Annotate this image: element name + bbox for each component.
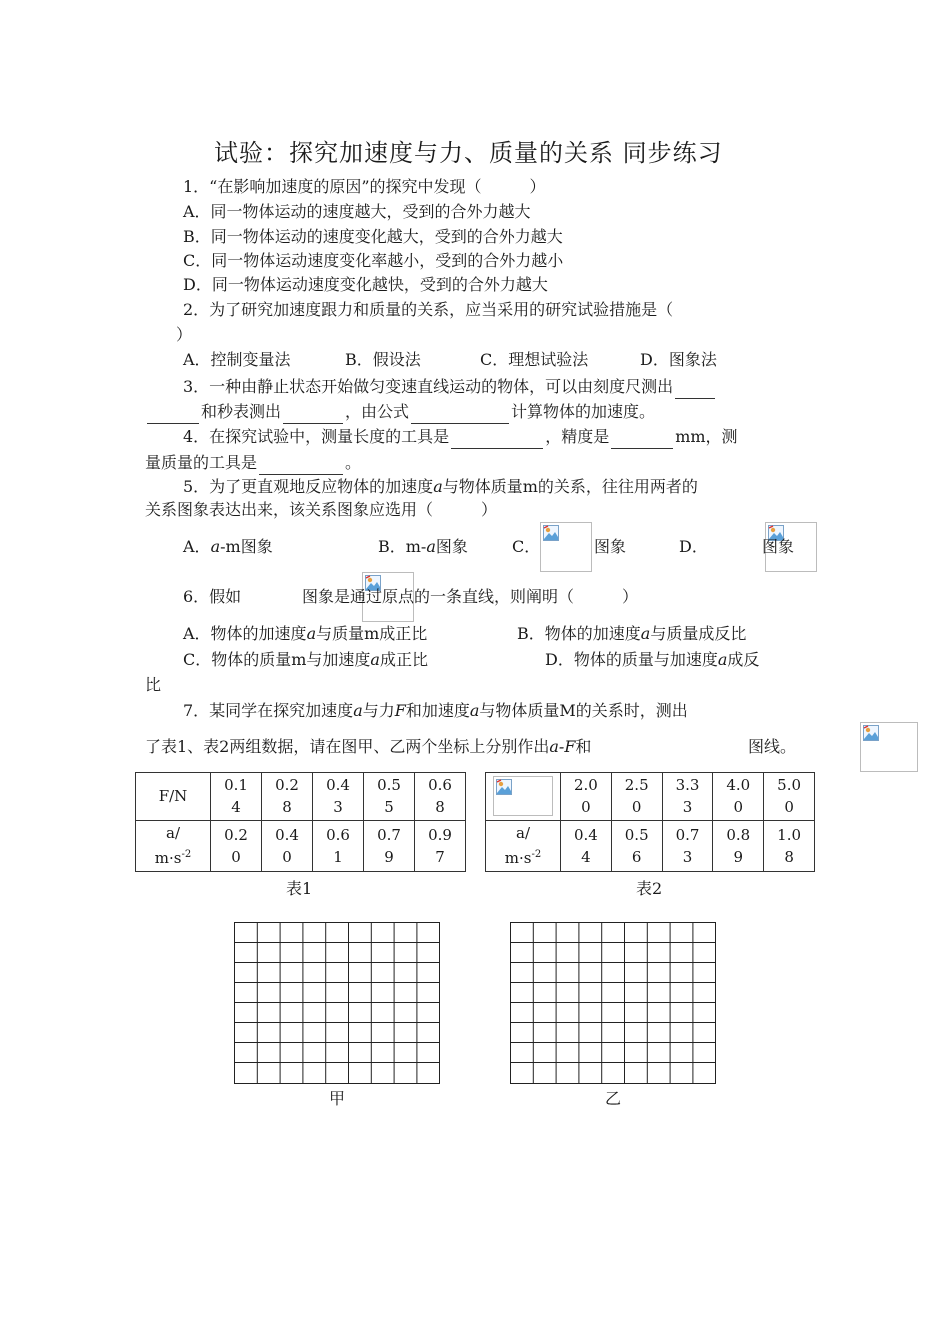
table-cell bbox=[713, 820, 764, 871]
q4-line2 bbox=[145, 451, 361, 475]
q7-symbol-F: F bbox=[394, 701, 406, 720]
q2-option-c: C．理想试验法 bbox=[480, 350, 589, 369]
table-cell bbox=[764, 820, 815, 871]
broken-image-icon bbox=[493, 776, 553, 816]
q6-c-text-2: 成正比 bbox=[379, 650, 428, 669]
q6-d-symbol: a bbox=[717, 650, 728, 669]
q6-a-text-2: 与质量m成正比 bbox=[316, 624, 428, 643]
q7-text-3: 和加速度 bbox=[405, 701, 470, 720]
cell-line: 8 bbox=[784, 847, 794, 866]
cell-line: 0 bbox=[231, 847, 241, 866]
q6-option-b bbox=[517, 622, 746, 646]
q7-text-5: 了表1、表2两组数据，请在图甲、乙两个坐标上分别作出 bbox=[145, 737, 550, 756]
cell-line: 1.0 bbox=[777, 825, 802, 844]
q5-option-c-label: C． bbox=[512, 537, 541, 556]
q5-line2: 关系图象表达出来，该关系图象应选用（ ） bbox=[145, 500, 498, 519]
q3-text-4: 计算物体的加速度。 bbox=[511, 402, 656, 421]
cell-line: 0.8 bbox=[726, 825, 751, 844]
cell-line: 3 bbox=[682, 798, 693, 817]
q4-blank-length-tool[interactable] bbox=[451, 430, 543, 449]
cell-line: 2.5 bbox=[624, 776, 649, 795]
table1-row-label bbox=[136, 820, 211, 871]
q6-b-symbol: a bbox=[640, 624, 651, 643]
q3-blank-stopwatch[interactable] bbox=[283, 405, 343, 424]
cell-exponent: -2 bbox=[531, 849, 542, 861]
table-cell bbox=[415, 820, 466, 871]
q7-symbol-a1: a bbox=[353, 701, 363, 720]
q3-text-1: 3．一种由静止状态开始做匀变速直线运动的物体，可以由刻度尺测出 bbox=[183, 377, 674, 396]
cell-line: 0.5 bbox=[624, 825, 649, 844]
q3-blank-formula[interactable] bbox=[411, 405, 509, 424]
q5-text-2: 与物体质量m的关系，往往用两者的 bbox=[442, 477, 698, 496]
table-cell bbox=[262, 820, 313, 871]
q3-line1 bbox=[183, 375, 717, 399]
q1-option-d: D．同一物体运动速度变化越快，受到的合外力越大 bbox=[183, 275, 548, 294]
cell-line: 0.4 bbox=[573, 825, 598, 844]
table2-header bbox=[486, 773, 561, 821]
cell-line: 8 bbox=[282, 798, 292, 817]
table1-caption: 表1 bbox=[286, 879, 313, 898]
coordinate-grid-right[interactable] bbox=[510, 922, 716, 1084]
table-row bbox=[136, 820, 466, 871]
q6-a-text-1: A．物体的加速度 bbox=[183, 624, 307, 643]
cell-line: 3 bbox=[682, 847, 693, 866]
q5-option-d-suffix: 图象 bbox=[762, 537, 795, 556]
q7-text-1: 7．某同学在探究加速度 bbox=[183, 701, 354, 720]
q6-b-text-2: 与质量成反比 bbox=[650, 624, 747, 643]
q1-option-b: B．同一物体运动的速度变化越大，受到的合外力越大 bbox=[183, 227, 563, 246]
q4-blank-precision[interactable] bbox=[611, 430, 673, 449]
q7-text-4: 与物体质量M的关系时，测出 bbox=[479, 701, 688, 720]
q6-option-d bbox=[545, 648, 759, 672]
table2-caption: 表2 bbox=[636, 879, 663, 898]
q4-text-2: ，精度是 bbox=[545, 427, 610, 446]
q5-option-c-suffix: 图象 bbox=[594, 537, 627, 556]
grid-lines bbox=[510, 922, 716, 1084]
cell-line: 7 bbox=[435, 847, 445, 866]
q6-b-text-1: B．物体的加速度 bbox=[517, 624, 641, 643]
q1-option-a: A．同一物体运动的速度越大，受到的合外力越大 bbox=[183, 202, 531, 221]
cell-line: 3.3 bbox=[675, 776, 700, 795]
table-cell bbox=[611, 773, 662, 821]
q5-symbol-a: a bbox=[433, 477, 443, 496]
q6-prefix: 6．假如 bbox=[183, 587, 242, 606]
q5-option-b bbox=[378, 535, 468, 559]
cell-line: 0 bbox=[733, 798, 744, 817]
cell-line: 0.6 bbox=[326, 825, 350, 844]
cell-line: 9 bbox=[733, 847, 744, 866]
q5-b-suffix: 图象 bbox=[435, 537, 468, 556]
cell-line: 0.5 bbox=[377, 776, 401, 795]
cell-line: 0.7 bbox=[675, 825, 700, 844]
grid-left-caption: 甲 bbox=[329, 1089, 346, 1108]
cell-line: 6 bbox=[631, 847, 642, 866]
q5-b-symbol: a bbox=[426, 537, 436, 556]
q5-line1 bbox=[183, 475, 698, 499]
q3-blank-ruler[interactable] bbox=[675, 380, 715, 399]
q6-option-a bbox=[183, 622, 427, 646]
q7-text-2: 与力 bbox=[362, 701, 395, 720]
cell-line: 0 bbox=[581, 798, 591, 817]
q5-a-label: A． bbox=[183, 537, 211, 556]
table-cell bbox=[561, 820, 612, 871]
q6-d-text-2: 成反 bbox=[727, 650, 760, 669]
table-row bbox=[136, 773, 466, 821]
table-cell bbox=[364, 820, 415, 871]
q2-option-d: D．图象法 bbox=[640, 350, 717, 369]
table-cell bbox=[415, 773, 466, 821]
q6-suffix: 图象是通过原点的一条直线，则阐明（ ） bbox=[302, 587, 639, 606]
q2-stem-close: ） bbox=[176, 325, 193, 344]
q1-option-c: C．同一物体运动速度变化率越小，受到的合外力越小 bbox=[183, 251, 564, 270]
table-row bbox=[486, 773, 815, 821]
q6-c-text-1: C．物体的质量m与加速度 bbox=[183, 650, 371, 669]
cell-line: 0.4 bbox=[275, 825, 299, 844]
coordinate-grid-left[interactable] bbox=[234, 922, 440, 1084]
q4-text-5: 。 bbox=[345, 453, 362, 472]
q5-b-text: B．m- bbox=[378, 537, 427, 556]
cell-line: 5 bbox=[384, 798, 394, 817]
q7-symbol-aF: a-F bbox=[549, 737, 576, 756]
q7-text-7: 图线。 bbox=[748, 737, 797, 756]
q2-option-a: A．控制变量法 bbox=[183, 350, 291, 369]
table-cell bbox=[561, 773, 612, 821]
cell-line: 5.0 bbox=[777, 776, 802, 795]
cell-line: a/ bbox=[516, 824, 530, 843]
table-cell bbox=[764, 773, 815, 821]
q5-option-a bbox=[183, 535, 273, 559]
q7-line2-a bbox=[145, 735, 591, 759]
cell-line: 0.9 bbox=[428, 825, 452, 844]
cell-line: 2.0 bbox=[573, 776, 598, 795]
table-cell bbox=[313, 773, 364, 821]
page-title: 试验：探究加速度与力、质量的关系 同步练习 bbox=[214, 139, 723, 167]
cell-line: 0.2 bbox=[224, 825, 248, 844]
q4-blank-mass-tool[interactable] bbox=[259, 456, 343, 475]
image-placeholder-icon bbox=[543, 525, 559, 541]
q5-a-text: -m图象 bbox=[220, 537, 273, 556]
table-cell bbox=[313, 820, 364, 871]
q3-blank-ruler-cont[interactable] bbox=[147, 405, 199, 424]
cell-line: 8 bbox=[435, 798, 445, 817]
q6-option-d-wrap: 比 bbox=[145, 675, 162, 694]
table-cell bbox=[211, 773, 262, 821]
q7-line1 bbox=[183, 699, 688, 723]
data-table-2 bbox=[485, 772, 815, 872]
q7-symbol-a2: a bbox=[469, 701, 480, 720]
q1-stem: 1．“在影响加速度的原因”的探究中发现（ ） bbox=[183, 177, 546, 196]
q5-a-symbol: a bbox=[210, 537, 221, 556]
table-cell bbox=[662, 820, 713, 871]
cell-line: 0 bbox=[784, 798, 794, 817]
cell-line: a/ bbox=[166, 824, 180, 843]
cell-line: 0.1 bbox=[224, 776, 248, 795]
image-placeholder-icon bbox=[863, 725, 879, 741]
table-cell bbox=[262, 773, 313, 821]
broken-image-icon bbox=[860, 722, 918, 772]
image-placeholder-icon bbox=[496, 779, 512, 795]
data-table-1 bbox=[135, 772, 466, 872]
cell-line: 4 bbox=[231, 798, 241, 817]
table2-row-label bbox=[486, 820, 561, 871]
q3-text-2: 和秒表测出 bbox=[201, 402, 282, 421]
cell-line: 4 bbox=[581, 847, 591, 866]
q3-line2 bbox=[145, 400, 655, 424]
q5-text-1: 5．为了更直观地反应物体的加速度 bbox=[183, 477, 434, 496]
cell-line: 4.0 bbox=[726, 776, 751, 795]
cell-line: 0.6 bbox=[428, 776, 452, 795]
cell-exponent: -2 bbox=[181, 849, 192, 861]
q6-option-c bbox=[183, 648, 428, 672]
q6-c-symbol: a bbox=[370, 650, 380, 669]
table-cell bbox=[364, 773, 415, 821]
cell-line: 3 bbox=[333, 798, 343, 817]
q4-text-4: 量质量的工具是 bbox=[145, 453, 258, 472]
cell-line: 0.7 bbox=[377, 825, 401, 844]
table1-header: F/N bbox=[136, 773, 211, 821]
cell-line: m·s bbox=[154, 849, 182, 868]
cell-line: 0 bbox=[631, 798, 642, 817]
q4-text-3: mm，测 bbox=[675, 427, 738, 446]
q2-option-b: B．假设法 bbox=[345, 350, 421, 369]
table-cell bbox=[611, 820, 662, 871]
table-cell bbox=[211, 820, 262, 871]
cell-line: 0.4 bbox=[326, 776, 350, 795]
q3-text-3: ，由公式 bbox=[345, 402, 410, 421]
cell-line: m·s bbox=[504, 849, 532, 868]
grid-lines bbox=[234, 922, 440, 1084]
q5-option-d-label: D． bbox=[679, 537, 708, 556]
cell-line: 0.2 bbox=[275, 776, 299, 795]
q6-d-text-1: D．物体的质量与加速度 bbox=[545, 650, 718, 669]
q4-line1 bbox=[183, 425, 738, 449]
cell-line: 9 bbox=[384, 847, 394, 866]
table-cell bbox=[713, 773, 764, 821]
q4-text-1: 4．在探究试验中，测量长度的工具是 bbox=[183, 427, 450, 446]
broken-image-icon bbox=[540, 522, 592, 572]
cell-line: 1 bbox=[333, 847, 343, 866]
q7-text-6: 和 bbox=[575, 737, 592, 756]
cell-line: 0 bbox=[282, 847, 292, 866]
q2-stem: 2．为了研究加速度跟力和质量的关系，应当采用的研究试验措施是（ bbox=[183, 300, 674, 319]
grid-right-caption: 乙 bbox=[605, 1089, 622, 1108]
table-cell bbox=[662, 773, 713, 821]
table-row bbox=[486, 820, 815, 871]
q6-a-symbol: a bbox=[306, 624, 317, 643]
